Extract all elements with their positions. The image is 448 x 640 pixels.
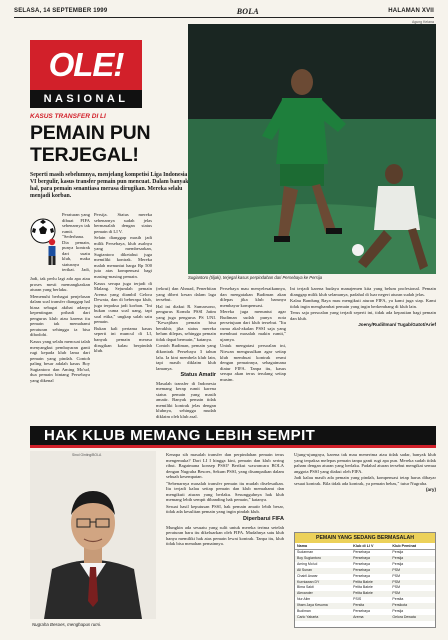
cell-new-club: Persija	[390, 556, 435, 562]
cell-new-club: PSM	[392, 585, 401, 590]
cell-old-club: Arema	[351, 615, 390, 621]
ball-icon	[352, 244, 364, 256]
section-label: NASIONAL	[30, 90, 142, 108]
portrait-illustration	[30, 451, 156, 619]
cell-name: Bima Sakti	[297, 585, 314, 590]
cell-old-club: Pelita Bakrie	[351, 591, 390, 597]
cell-new-club: Persikota	[390, 603, 435, 609]
main-col5-p2: Kalau Bandung Raya mau mengikuti aturan FIFA, ya kami juga siap. Kami tidak ingin menghambat pemain yang ingin berkembang di klub lain.	[290, 298, 436, 309]
side-col1-p3: Sesuai hasil keputusan PSSI, hak pemain amatir lebih besar, tidak ada kesulitan pemain yang ingin pindah klub.	[166, 503, 284, 515]
cell-old-club: Pelita Bakrie	[353, 585, 373, 590]
portrait-credit: Sinol Ginting/BOLA	[72, 453, 102, 457]
cell-old-club: Persebaya	[351, 568, 390, 574]
cell-new-club: Persija	[392, 609, 404, 614]
main-col3-p1: (rekrut) dan Ahmad, Penerbitan yang diberi kesan dalam laga tersebut.	[156, 286, 216, 303]
main-subhead: Status Amatir	[180, 372, 216, 379]
cell-old-club: Persebaya	[353, 609, 370, 614]
main-col2-p1: Persija. Status mereka sebenarnya sudah jelas bermasalah dengan status pemain di LI V.	[94, 212, 152, 234]
main-col1-head	[62, 212, 90, 275]
main-col2-p2: Selain dianggap masih jadi milik Persebaya, klub asalnya yang membesarkan, Sugiantoro diketahui juga memiliki kontrak. Mereka malah menuntut harga Rp 500 juta atas kompensasi bagi masing-masing pemain.	[94, 235, 152, 280]
table-title: PEMAIN YANG SEDANG BERMASALAH	[295, 533, 435, 543]
side-col2-p2: Jadi kalau masih ada pemain yang pindah, kompensasi tetap harus dibayar sesuai kontrak. Bila tidak ada kontrak, ya pemain bebas," tutur Nugraha.	[294, 475, 436, 486]
cell-old-club: PSIS	[353, 597, 362, 602]
side-col2-p1: Ujung-ujungnya, karena tak mau menerima atau tidak sadar, banyak klub yang terpaksa melepas pemain tanpa ganti rugi apa pun. Mereka sudah tidak paham dengan aturan yang berlaku. Padahal aturan tersebut mengikat semua anggota PSSI yang diakui oleh FIFA.	[294, 452, 436, 474]
cell-name: Ali Sunan	[295, 568, 351, 574]
cell-old-club: Persebaya	[353, 573, 370, 578]
cell-name: Aming Mo'ud	[297, 561, 318, 566]
main-col1-p3: Memenuhi berbagai penjelasan dalam soal transfer dianggap hal biasa sebagai akibat adanya kepentingan pribadi dari pengurus klub atau karena itu pemain tak memahami peraturan sehingga ia bisa dibodohi.	[30, 293, 90, 338]
cell-name: Boy Sugiantoro	[295, 556, 351, 562]
cell-old-club: Persebaya	[353, 550, 370, 554]
cell-new-club: Persita	[392, 597, 404, 602]
col-header-name: Nama	[295, 543, 351, 550]
main-col4	[220, 286, 286, 422]
main-col5	[290, 286, 436, 422]
main-col3-p4: Masalah transfer di Indonesia memang kerap rumit karena status pemain yang masih amatir. Banyak pemain tidak memiliki kontrak jelas dengan klubnya, sehingga mudah diklaim oleh klub asal.	[156, 380, 216, 420]
main-col2-p3: Kasus serupa juga terjadi di Malang. Sejumlah pemain Arema yang diambil Gelora Dewata, dan di beberapa klub, juga terpaksa jadi korban. "Ini bukan cuma soal uang, tapi soal etika," ungkap salah satu pemain.	[94, 280, 152, 325]
side-story-headline: HAK KLUB MEMANG LEBIH SEMPIT	[30, 426, 436, 445]
cell-new-club: Persija	[392, 550, 404, 554]
main-col3	[156, 286, 216, 422]
running-head-paper: BOLA	[236, 6, 259, 16]
main-col5-p3: Terus saja persoalan yang terjadi seperti ini, tidak ada kepastian bagi pemain dan klub.	[290, 310, 436, 321]
portrait-caption: Nugraha Besoes, menghapus rumi.	[32, 622, 102, 627]
cell-new-club: Persija	[392, 561, 404, 566]
cell-name: Kurniawan DY	[295, 580, 351, 586]
main-col2	[94, 212, 152, 422]
cell-old-club: Persita	[351, 603, 390, 609]
match-photo	[188, 24, 436, 274]
fifa-figure-icon	[44, 238, 60, 266]
side-col1-p1: Kenapa sih masalah transfer dan perpindahan pemain terus mengemuka? Dari LI I hingga kini, pemain dan klub sering ribut. Bagaimana konsep PSSI? Berikut wawancara BOLA dengan Nugraha Besoes, Sekum PSSI, yang disampaikan dalam sebuah kesempatan.	[166, 452, 284, 480]
cell-name: Chairil Anwar	[297, 573, 318, 578]
cell-name: Nur Alim	[297, 597, 311, 602]
running-head-date: SELASA, 14 SEPTEMBER 1999	[14, 8, 108, 14]
main-col3-p3: Contoh Budiman, pemain yang dikontrak Persebaya 3 tahun lalu. Ia kini membela klub lain, tapi masih diklaim klub lamanya.	[156, 343, 216, 371]
side-byline: (ary)	[426, 487, 436, 493]
main-col1-p1: Peraturan yang dibuat FIFA sebenarnya tak rumit. "Sederhana. Dia pemain, punya kontrak dari suatu klub, maka statusnya terikat. Jadi,	[62, 212, 90, 273]
table-row	[295, 615, 435, 621]
match-photo-caption: Sugiantoro (tiljak), terjegal kasus perpindahan dari Persebaya ke Persija	[188, 275, 323, 280]
match-photo-illustration	[188, 24, 436, 274]
ole-logo: OLE!	[30, 40, 142, 90]
running-head-page: HALAMAN XVII	[388, 8, 434, 14]
running-head	[14, 6, 434, 16]
portrait-photo	[30, 451, 156, 619]
problem-players-table	[294, 532, 436, 628]
main-byline: Joeny/Rudi/Iman/ Tugab/Gatot/Arief	[358, 322, 436, 328]
cell-old-club: Pelita Bakrie	[351, 580, 390, 586]
cell-name: Alexander	[295, 591, 351, 597]
cell-name: Sudarman	[297, 550, 314, 554]
running-head-rule	[14, 17, 434, 18]
players-table	[295, 543, 435, 621]
side-subhead: Diperbarui FIFA	[243, 516, 284, 523]
main-col1-p4: Kasus yang selalu mencuat ialah menyangkut pembayaran ganti rugi kepada klub lama dari pemain yang pindah. Contoh paling besar adalah kasus Boy Sugiantoro dan Aming Mo'ud, dua pemain bintang Persebaya yang dikenal	[30, 339, 90, 383]
cell-old-club: Persebaya	[353, 561, 370, 566]
cell-new-club: PSM	[392, 573, 401, 578]
story-headline: PEMAIN PUN TERJEGAL!	[30, 122, 151, 166]
side-col1-p2: "Sebenarnya masalah transfer pemain itu mudah diselesaikan. Itu terjadi kalau setiap pemain dan klub memahami dan mengikuti aturan yang berlaku. Sesungguhnya hak klub memang lebih sempit dibanding hak pemain," katanya.	[166, 480, 284, 503]
side-col1-p4: Mungkin ada sesuatu yang sulit untuk mereka terima setelah peraturan baru itu dikeluarkan oleh FIFA. Mudahnya satu klub hanya memiliki hak atas pemain lewat kontrak. Tanpa itu, klub tidak bisa menahan pemainnya.	[166, 524, 284, 547]
side-col2	[294, 452, 436, 528]
col-header-new-club: Klub Peminat	[390, 543, 435, 550]
side-col1	[166, 452, 284, 634]
cell-name: Ilham Jaya Kesuma	[295, 603, 351, 609]
main-col4-p3: Untuk mengatasi persoalan ini, Nirwan mengusulkan agar setiap klub membuat kontrak resmi dengan pemainnya, sebagaimana diatur FIFA. Tanpa itu, kasus serupa akan terus terulang setiap musim.	[220, 343, 286, 382]
main-col3-p2: Hal ini diakui R. Sumarsono, pengurus Komda PSSI Jatim yang juga pengurus PS UNI. "Kewajiban pemain bisa berakhir, jika status mereka belum dilepas, sehingga pemain tidak dapat bermain," katanya.	[156, 303, 216, 342]
main-col2-p4: Bukan kali pertama kasus seperti ini muncul di LI, banyak pemain merasa dirugikan kalau berpindah klub.	[94, 325, 152, 354]
main-col4-p2: Mereka juga menuntut agar Budiman sudah punya nota persetujuan dari klub tersebut. "Itu cuma akal-akalan PSSI saja yang membuat masalah makin rumit," ujarnya.	[220, 309, 286, 342]
cell-name: Budiman	[297, 609, 311, 614]
cell-name: Carlo Yabarta	[295, 615, 351, 621]
story-kicker: KASUS TRANSFER DI LI	[30, 113, 106, 120]
col-header-old-club: Klub di LI V	[351, 543, 390, 550]
photo-credit: Agung Kelana	[412, 20, 434, 24]
main-col1-p2: Jadi, tak perlu lagi ada apa atau proses mesti memangkaskan aturan yang berlaku.	[30, 276, 90, 293]
cell-new-club: PSM	[390, 568, 435, 574]
cell-new-club: PSM	[390, 580, 435, 586]
main-col4-p1: Persebaya mau menyelesaikannya, dan mengatakan Budiman akan dilepas jika klub barunya membayar kompensasi.	[220, 286, 286, 308]
main-col1	[30, 276, 90, 422]
cell-new-club: Gelora Dewata	[390, 615, 435, 621]
cell-old-club: Persebaya	[351, 556, 390, 562]
main-col5-p1: Ini terjadi karena budaya manajemen kita yang belum profesional. Pemain dianggap milik klub selamanya, padahal di luar negeri aturan sudah jelas.	[290, 286, 436, 297]
side-story-rule	[30, 445, 436, 448]
story-lede: Seperti masih sebelumnya, menjelang kompetisi Liga Indonesia VI bergulir, kasus transfer pemain pun mencuat. Dalam banyak hal, para pemain senantiasa merasa dirugikan. Mereka selalu menjadi korban.	[30, 172, 189, 199]
cell-new-club: PSM	[390, 591, 435, 597]
